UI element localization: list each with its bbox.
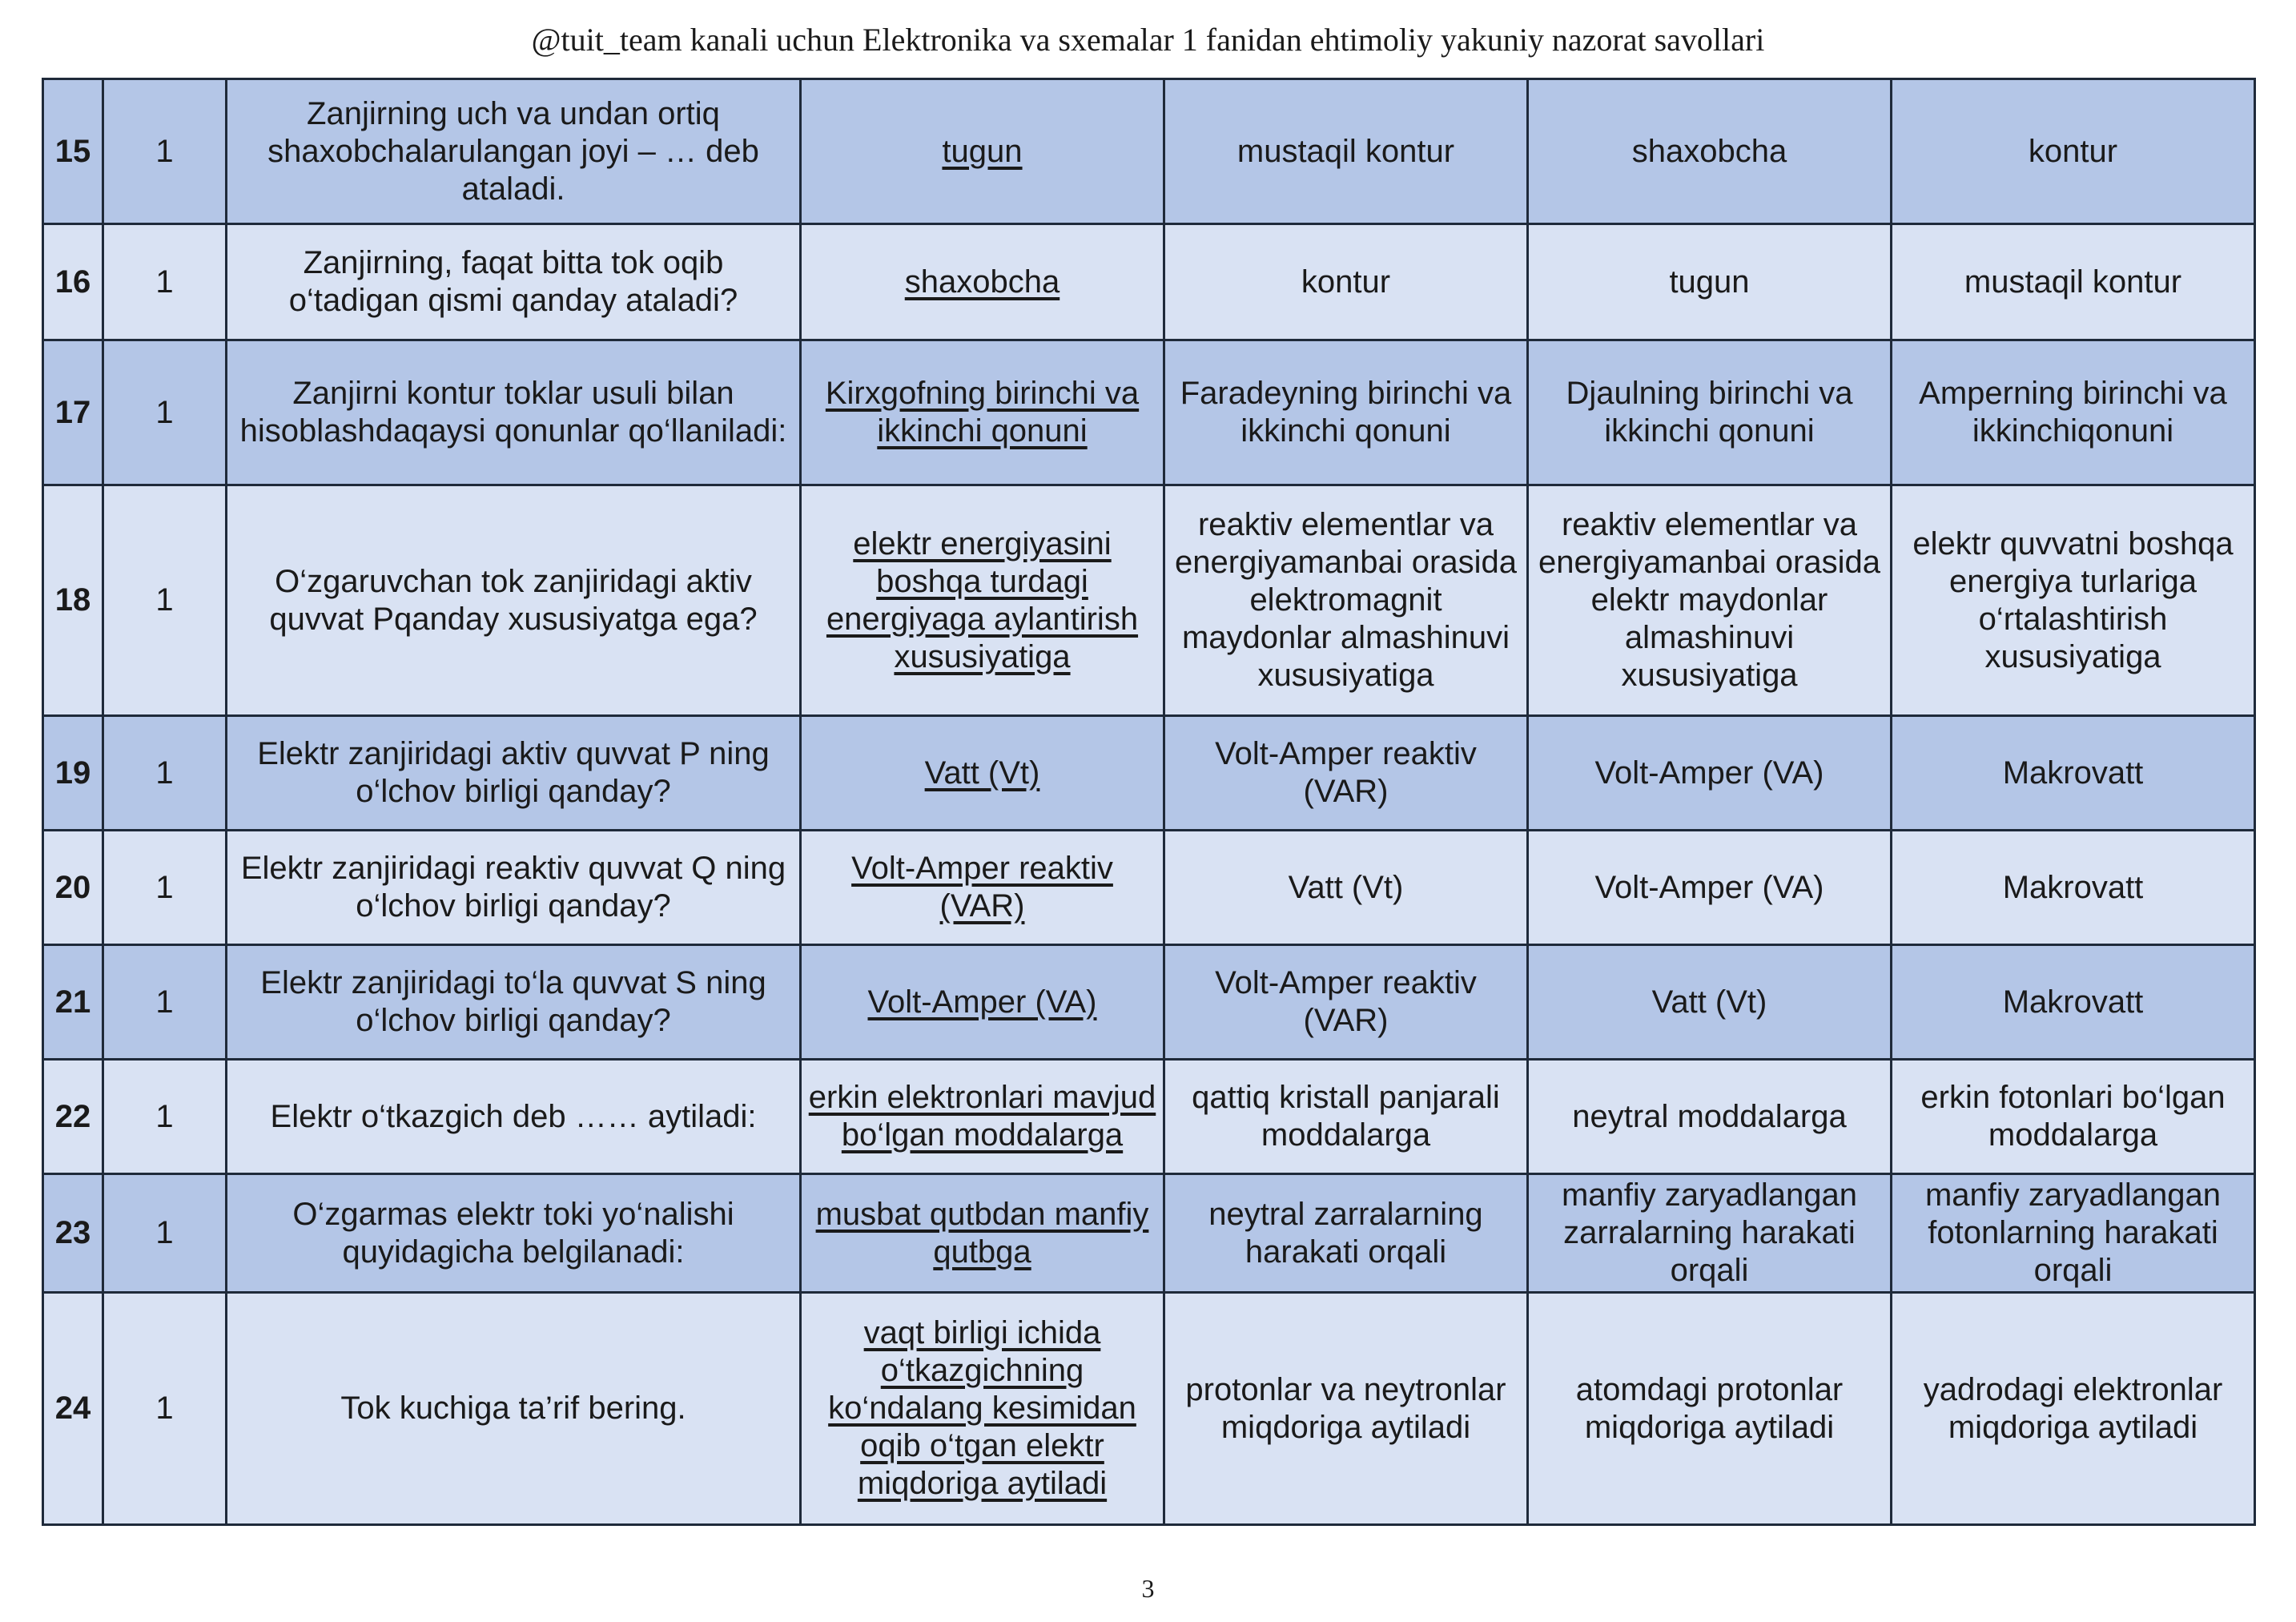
correct-answer-text: shaxobcha [904, 264, 1060, 300]
option-3: reaktiv elementlar va energiyamanbai orasida elektr maydonlar almashinuvi xususiyatiga [1528, 485, 1892, 716]
option-4: Makrovatt [1892, 945, 2255, 1060]
question-number: 21 [43, 945, 103, 1060]
correct-answer [801, 945, 1164, 1060]
option-2: kontur [1164, 224, 1528, 340]
correct-answer-text: Volt-Amper (VA) [867, 984, 1097, 1020]
question-level: 1 [103, 79, 227, 224]
question-number: 17 [43, 340, 103, 485]
question-level: 1 [103, 340, 227, 485]
correct-answer-text: Volt-Amper reaktiv (VAR) [851, 851, 1113, 924]
option-2: Vatt (Vt) [1164, 831, 1528, 945]
document-title: @tuit_team kanali uchun Elektronika va sxemalar 1 fanidan ehtimoliy yakuniy nazorat savollari [531, 22, 1765, 58]
question-text: O‘zgarmas elektr toki yo‘nalishi quyidagicha belgilanadi: [227, 1174, 801, 1293]
question-level: 1 [103, 1293, 227, 1525]
correct-answer [801, 716, 1164, 831]
option-3: neytral moddalarga [1528, 1060, 1892, 1174]
correct-answer-text: erkin elektronlari mavjud bo‘lgan moddalarga [808, 1080, 1156, 1153]
question-text: O‘zgaruvchan tok zanjiridagi aktiv quvvat Pqanday xususiyatga ega? [227, 485, 801, 716]
correct-answer [801, 340, 1164, 485]
option-4: mustaqil kontur [1892, 224, 2255, 340]
option-3: atomdagi protonlar miqdoriga aytiladi [1528, 1293, 1892, 1525]
correct-answer [801, 1293, 1164, 1525]
question-number: 16 [43, 224, 103, 340]
correct-answer-text: Vatt (Vt) [924, 755, 1040, 791]
correct-answer-text: elektr energiyasini boshqa turdagi energiyaga aylantirish xususiyatiga [826, 525, 1139, 674]
table-row [43, 831, 2255, 945]
question-number: 19 [43, 716, 103, 831]
option-4: elektr quvvatni boshqa energiya turlariga o‘rtalashtirish xususiyatiga [1892, 485, 2255, 716]
table-row [43, 224, 2255, 340]
table-row [43, 716, 2255, 831]
option-2: Volt-Amper reaktiv (VAR) [1164, 945, 1528, 1060]
question-number: 15 [43, 79, 103, 224]
option-4: Amperning birinchi va ikkinchiqonuni [1892, 340, 2255, 485]
option-4: yadrodagi elektronlar miqdoriga aytiladi [1892, 1293, 2255, 1525]
option-4: manfiy zaryadlangan fotonlarning harakati orqali [1892, 1174, 2255, 1293]
option-2: mustaqil kontur [1164, 79, 1528, 224]
option-3: shaxobcha [1528, 79, 1892, 224]
correct-answer [801, 485, 1164, 716]
question-level: 1 [103, 716, 227, 831]
correct-answer [801, 831, 1164, 945]
option-3: Djaulning birinchi va ikkinchi qonuni [1528, 340, 1892, 485]
question-level: 1 [103, 945, 227, 1060]
option-2: neytral zarralarning harakati orqali [1164, 1174, 1528, 1293]
option-2: reaktiv elementlar va energiyamanbai orasida elektromagnit maydonlar almashinuvi xususiyatiga [1164, 485, 1528, 716]
correct-answer [801, 1060, 1164, 1174]
option-3: tugun [1528, 224, 1892, 340]
table-row [43, 945, 2255, 1060]
question-level: 1 [103, 1060, 227, 1174]
question-text: Elektr zanjiridagi aktiv quvvat P ning o‘lchov birligi qanday? [227, 716, 801, 831]
correct-answer-text: tugun [942, 133, 1023, 169]
table-row [43, 1174, 2255, 1293]
correct-answer [801, 1174, 1164, 1293]
option-3: Volt-Amper (VA) [1528, 831, 1892, 945]
question-level: 1 [103, 485, 227, 716]
option-2: Volt-Amper reaktiv (VAR) [1164, 716, 1528, 831]
option-3: manfiy zaryadlangan zarralarning harakati orqali [1528, 1174, 1892, 1293]
table-row [43, 1293, 2255, 1525]
table-row [43, 79, 2255, 224]
table-row [43, 1060, 2255, 1174]
question-text: Elektr o‘tkazgich deb …… aytiladi: [227, 1060, 801, 1174]
correct-answer-text: musbat qutbdan manfiy qutbga [815, 1196, 1149, 1270]
option-3: Vatt (Vt) [1528, 945, 1892, 1060]
question-text: Tok kuchiga ta’rif bering. [227, 1293, 801, 1525]
page-number: 3 [1141, 1574, 1155, 1603]
question-level: 1 [103, 831, 227, 945]
question-number: 20 [43, 831, 103, 945]
table-row [43, 485, 2255, 716]
questions-table [42, 78, 2256, 1526]
question-level: 1 [103, 224, 227, 340]
correct-answer-text: Kirxgofning birinchi va ikkinchi qonuni [825, 376, 1140, 449]
option-4: kontur [1892, 79, 2255, 224]
table-row [43, 340, 2255, 485]
correct-answer [801, 224, 1164, 340]
question-number: 22 [43, 1060, 103, 1174]
option-2: protonlar va neytronlar miqdoriga aytiladi [1164, 1293, 1528, 1525]
question-number: 18 [43, 485, 103, 716]
option-4: Makrovatt [1892, 831, 2255, 945]
option-3: Volt-Amper (VA) [1528, 716, 1892, 831]
question-number: 23 [43, 1174, 103, 1293]
option-2: Faradeyning birinchi va ikkinchi qonuni [1164, 340, 1528, 485]
question-level: 1 [103, 1174, 227, 1293]
option-4: erkin fotonlari bo‘lgan moddalarga [1892, 1060, 2255, 1174]
question-text: Zanjirning, faqat bitta tok oqib o‘tadigan qismi qanday ataladi? [227, 224, 801, 340]
option-4: Makrovatt [1892, 716, 2255, 831]
correct-answer [801, 79, 1164, 224]
question-number: 24 [43, 1293, 103, 1525]
question-text: Elektr zanjiridagi to‘la quvvat S ning o‘lchov birligi qanday? [227, 945, 801, 1060]
question-text: Zanjirni kontur toklar usuli bilan hisoblashdaqaysi qonunlar qo‘llaniladi: [227, 340, 801, 485]
correct-answer-text: vaqt birligi ichida o‘tkazgichning ko‘ndalang kesimidan oqib o‘tgan elektr miqdoriga aytiladi [828, 1315, 1136, 1501]
question-text: Elektr zanjiridagi reaktiv quvvat Q ning o‘lchov birligi qanday? [227, 831, 801, 945]
question-text: Zanjirning uch va undan ortiq shaxobchalarulangan joyi – … deb ataladi. [227, 79, 801, 224]
option-2: qattiq kristall panjarali moddalarga [1164, 1060, 1528, 1174]
